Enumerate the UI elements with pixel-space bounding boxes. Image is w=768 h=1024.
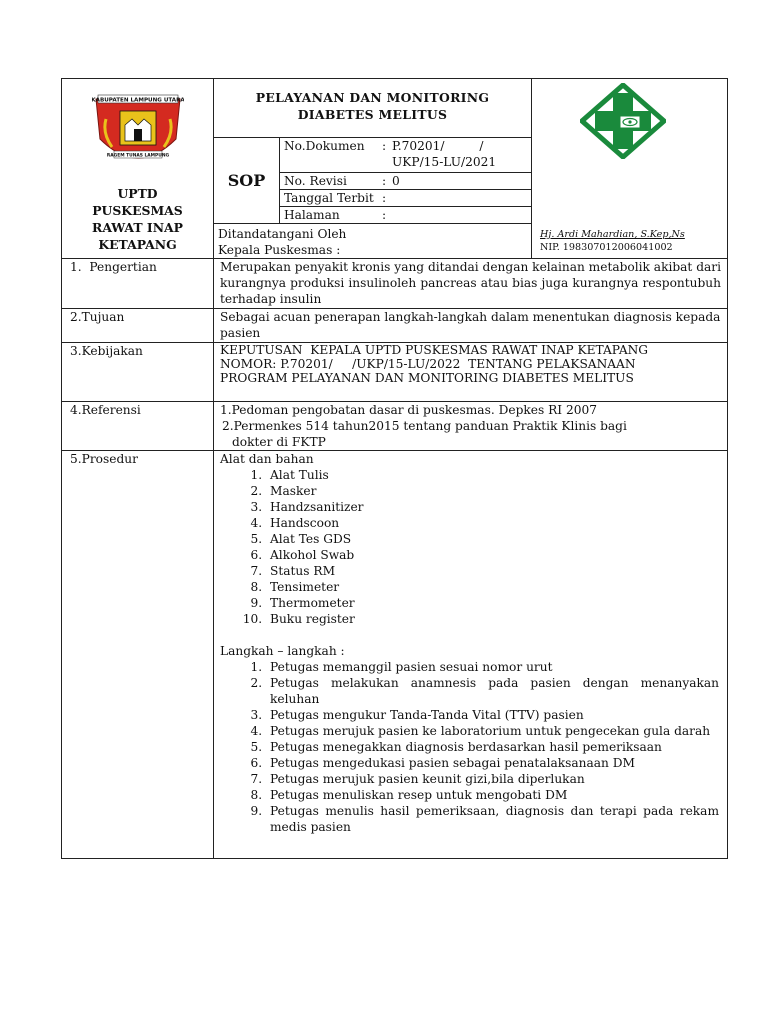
signed-by-line: Kepala Puskesmas : (218, 243, 341, 257)
referensi-item: 1.Pedoman pengobatan dasar di puskesmas. Depkes RI 2007 (220, 403, 597, 417)
list-item: 9. Petugas menulis hasil pemeriksaan, diagnosis dan terapi pada rekam medis pasien (266, 803, 719, 835)
kepala-nip: NIP. 198307012006041002 (540, 242, 673, 253)
emblem-bottom-text: RAGEM TUNAS LAMPUNG (106, 153, 169, 159)
meta-label: No.Dokumen (284, 139, 365, 153)
org-header-cell (62, 79, 214, 259)
meta-halaman (280, 207, 532, 224)
meta-label: Halaman (284, 208, 340, 222)
meta-separator: : (382, 208, 387, 222)
list-item: 6. Alkohol Swab (266, 547, 721, 563)
referensi-item: 2.Permenkes 514 tahun2015 tentang panduan Praktik Klinis bagi dokter di FKTP (222, 419, 627, 449)
list-item: 3. Handzsanitizer (266, 499, 721, 515)
list-item: 8. Tensimeter (266, 579, 721, 595)
list-item: 4. Petugas merujuk pasien ke laboratorium untuk pengecekan gula darah (266, 723, 719, 739)
kebijakan-line: NOMOR: P.70201/ /UKP/15-LU/2022 TENTANG PELAKSANAAN (220, 357, 636, 371)
meta-no-revisi (280, 173, 532, 190)
meta-label: Tanggal Terbit (284, 191, 374, 205)
list-item: 5. Petugas menegakkan diagnosis berdasarkan hasil pemeriksaan (266, 739, 719, 755)
signed-by-cell (214, 224, 532, 259)
puskesmas-logo-cell (532, 79, 728, 259)
alat-list (220, 467, 721, 627)
puskesmas-logo-icon (580, 83, 666, 159)
meta-value: UKP/15-LU/2021 (392, 155, 497, 169)
alat-heading: Alat dan bahan (220, 452, 314, 466)
meta-tanggal-terbit (280, 190, 532, 207)
emblem-top-text: KABUPATEN LAMPUNG UTARA (91, 97, 184, 104)
org-name-line: RAWAT INAP (92, 220, 183, 235)
list-item: 7. Petugas merujuk pasien keunit gizi,bila diperlukan (266, 771, 719, 787)
meta-label: No. Revisi (284, 174, 347, 188)
list-item: 3. Petugas mengukur Tanda-Tanda Vital (TTV) pasien (266, 707, 719, 723)
document-title-line: DIABETES MELITUS (297, 107, 448, 122)
kepala-name: Hj. Ardi Mahardian, S.Kep,Ns (540, 229, 685, 240)
list-item: 10. Buku register (266, 611, 721, 627)
list-item: 1. Petugas memanggil pasien sesuai nomor urut (266, 659, 719, 675)
meta-separator: : (382, 191, 387, 205)
langkah-heading: Langkah – langkah : (220, 644, 345, 658)
row-label-tujuan: 2.Tujuan (62, 309, 214, 343)
kebijakan-line: PROGRAM PELAYANAN DAN MONITORING DIABETES MELITUS (220, 371, 634, 385)
row-label-referensi: 4.Referensi (62, 402, 214, 451)
list-item: 2. Petugas melakukan anamnesis pada pasien dengan menanyakan keluhan (266, 675, 719, 707)
list-item: 1. Alat Tulis (266, 467, 721, 483)
document-title-line: PELAYANAN DAN MONITORING (255, 90, 490, 105)
meta-separator: : (382, 174, 387, 188)
signed-by-line: Ditandatangani Oleh (218, 227, 347, 241)
langkah-list (220, 659, 721, 835)
list-item: 2. Masker (266, 483, 721, 499)
sop-document (61, 78, 727, 859)
org-name-line: KETAPANG (98, 237, 177, 252)
meta-value: P.70201/ / (392, 139, 484, 153)
meta-value: 0 (392, 174, 400, 188)
sop-table (61, 78, 728, 859)
tujuan-text: Sebagai acuan penerapan langkah-langkah dalam menentukan diagnosis kepada pasien (214, 309, 728, 343)
org-name-line: PUSKESMAS (92, 203, 183, 218)
kebijakan-cell (214, 343, 728, 402)
list-item: 6. Petugas mengedukasi pasien sebagai penatalaksanaan DM (266, 755, 719, 771)
prosedur-cell (214, 451, 728, 859)
lampung-utara-emblem-icon (92, 89, 184, 173)
pengertian-text: Merupakan penyakit kronis yang ditandai dengan kelainan metabolik akibat dari kurangnya produksi insulinoleh pancreas atau bias juga kurangnya respontubuh terhadap insulin (214, 259, 728, 309)
list-item: 8. Petugas menuliskan resep untuk mengobati DM (266, 787, 719, 803)
row-label-pengertian: 1. Pengertian (62, 259, 214, 309)
list-item: 4. Handscoon (266, 515, 721, 531)
sop-label: SOP (214, 138, 280, 224)
document-title-cell (214, 79, 532, 138)
list-item: 7. Status RM (266, 563, 721, 579)
row-label-kebijakan: 3.Kebijakan (62, 343, 214, 402)
list-item: 5. Alat Tes GDS (266, 531, 721, 547)
kebijakan-line: KEPUTUSAN KEPALA UPTD PUSKESMAS RAWAT INAP KETAPANG (220, 343, 649, 357)
meta-no-dokumen (280, 138, 532, 173)
meta-separator: : (382, 139, 387, 153)
list-item: 9. Thermometer (266, 595, 721, 611)
org-name-line: UPTD (117, 186, 158, 201)
referensi-cell (214, 402, 728, 451)
row-label-prosedur: 5.Prosedur (62, 451, 214, 859)
